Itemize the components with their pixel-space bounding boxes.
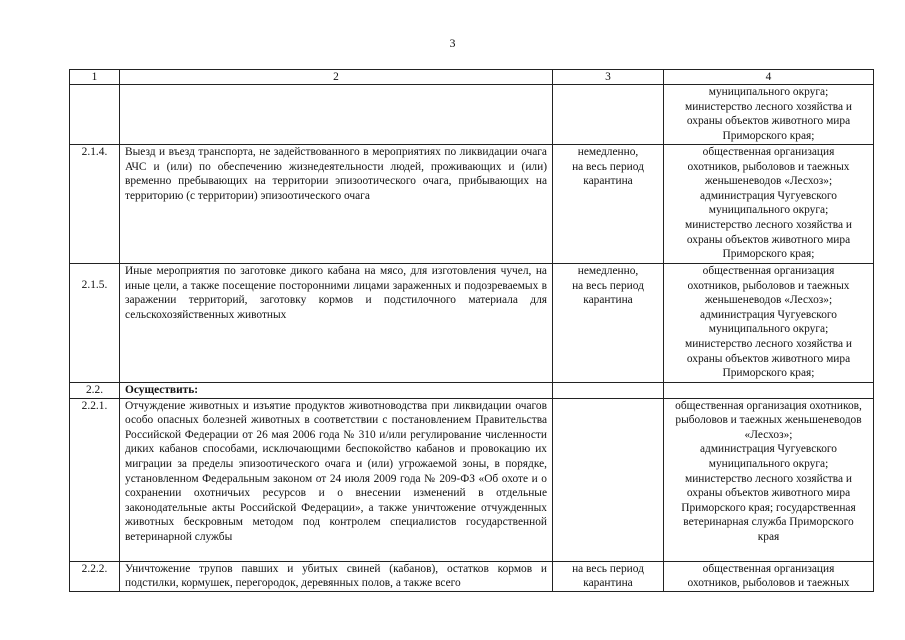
deadline-text: [553, 383, 664, 399]
responsible-text: [664, 85, 874, 145]
table-row: [70, 264, 874, 383]
table-row: [70, 145, 874, 264]
section-heading: Осуществить:: [120, 383, 553, 399]
measure-text: [120, 85, 553, 145]
responsible-text: общественная организация охотников, рыболовов и таежных женьшеневодов «Лесхоз»; администрация Чугуевского муниципального округа; министерство лесного хозяйства и охраны объектов животного мира Приморского края; государственная ветеринарная служба Приморского края: [664, 398, 874, 561]
table-row: [70, 398, 874, 561]
responsible-text: [664, 383, 874, 399]
table-row: [70, 85, 874, 145]
table-row: [70, 561, 874, 591]
item-number: 2.1.4.: [70, 145, 120, 264]
header-cell: 3: [553, 70, 664, 85]
responsible-text: общественная организация охотников, рыболовов и таежных женьшеневодов «Лесхоз»; администрация Чугуевского муниципального округа; министерство лесного хозяйства и охраны объектов животного мира Приморского края;: [664, 145, 874, 264]
responsible-text: общественная организация охотников, рыболовов и таежных женьшеневодов «Лесхоз»; администрация Чугуевского муниципального округа; министерство лесного хозяйства и охраны объектов животного мира Приморского края;: [664, 264, 874, 383]
measure-text: Иные мероприятия по заготовке дикого кабана на мясо, для изготовления чучел, на иные цели, а также посещение посторонними лицами зараженных и подозреваемых в заражении территорий, заготовку кормов и подстилочного материала для сельскохозяйственных животных: [120, 264, 553, 383]
header-cell: 4: [664, 70, 874, 85]
page-number: 3: [449, 36, 456, 50]
responsible-line: муниципального округа; министерство лесного хозяйства и охраны объектов животного мира Приморского края;: [684, 86, 852, 142]
deadline-text: [553, 398, 664, 561]
header-cell: 1: [70, 70, 120, 85]
measure-text: Отчуждение животных и изъятие продуктов животноводства при ликвидации очагов особо опасных болезней животных в соответствии с постановлением Правительства Российской Федерации от 26 мая 2006 года № 310 и/или регулирование численности диких кабанов способами, исключающими беспокойство кабанов и провокацию их миграции за пределы эпизоотического очага и (или) угрожаемой зоны, в порядке, установленном Федеральным законом от 24 июля 2009 года № 209-ФЗ «Об охоте и о сохранении охотничьих ресурсов и о внесении изменений в отдельные законодательные акты Российской Федерации», а также уничтожение отчужденных животных бескровным методом под контролем специалистов государственной ветеринарной службы: [120, 398, 553, 561]
item-number: 2.2.1.: [70, 398, 120, 561]
responsible-text: общественная организация охотников, рыболовов и таежных: [664, 561, 874, 591]
item-number: 2.1.5.: [70, 264, 120, 383]
deadline-text: немедленно, на весь период карантина: [553, 145, 664, 264]
item-number: 2.2.: [70, 383, 120, 399]
measure-text: Уничтожение трупов павших и убитых свиней (кабанов), остатков кормов и подстилки, кормушек, перегородок, деревянных полов, а также всего: [120, 561, 553, 591]
deadline-text: [553, 85, 664, 145]
item-number: [70, 85, 120, 145]
table-row: [70, 383, 874, 399]
deadline-text: на весь период карантина: [553, 561, 664, 591]
table-header-row: [70, 70, 874, 85]
header-cell: 2: [120, 70, 553, 85]
item-number: 2.2.2.: [70, 561, 120, 591]
measure-text: Выезд и въезд транспорта, не задействованного в мероприятиях по ликвидации очага АЧС и (или) по обеспечению жизнедеятельности людей, проживающих и (или) временно пребывающих на территории эпизоотического очага, прибывающих на территорию (с территории) эпизоотического очага: [120, 145, 553, 264]
responsible-text-lines: [669, 85, 868, 143]
deadline-text: немедленно, на весь период карантина: [553, 264, 664, 383]
measures-table: [69, 69, 874, 592]
